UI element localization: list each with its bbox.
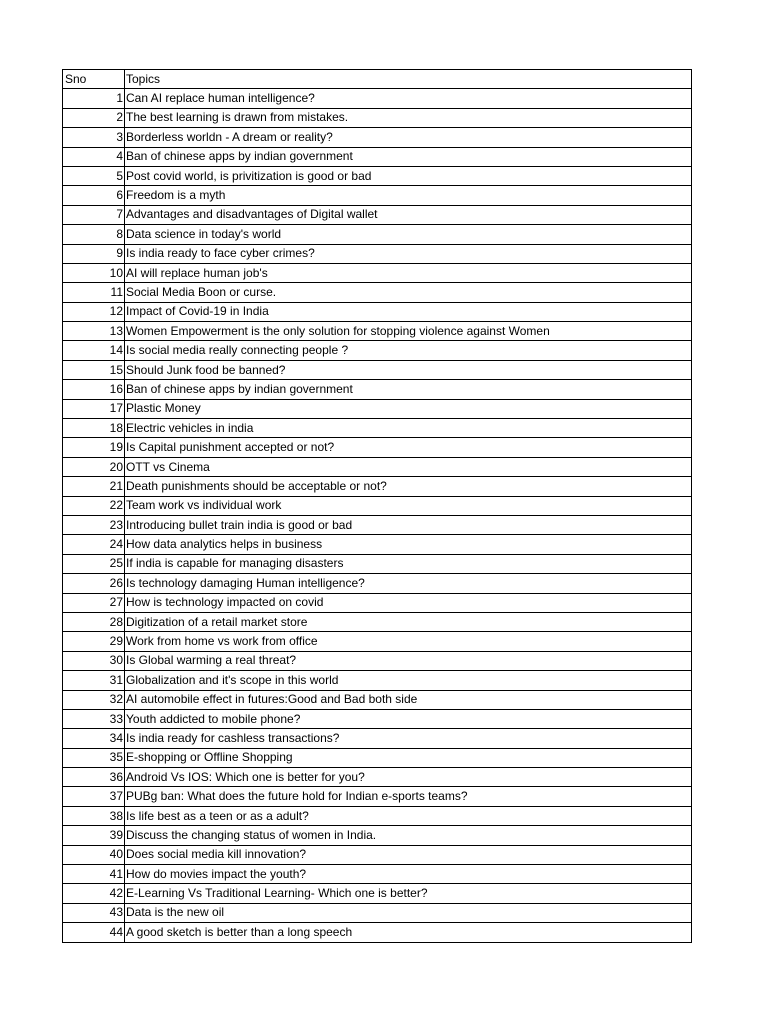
table-row [63, 380, 692, 399]
row-topic-cell: Globalization and it's scope in this world [125, 671, 692, 690]
row-sno-cell: 25 [63, 554, 125, 573]
row-topic-cell: Should Junk food be banned? [125, 360, 692, 379]
row-sno-cell: 20 [63, 457, 125, 476]
row-sno-cell: 30 [63, 651, 125, 670]
row-topic-cell: Ban of chinese apps by indian government [125, 380, 692, 399]
row-topic-cell: Is india ready for cashless transactions? [125, 729, 692, 748]
row-topic-cell: Does social media kill innovation? [125, 845, 692, 864]
row-topic-cell: If india is capable for managing disasters [125, 554, 692, 573]
row-sno-cell: 32 [63, 690, 125, 709]
table-row [63, 419, 692, 438]
row-topic-cell: Is technology damaging Human intelligence? [125, 574, 692, 593]
row-topic-cell: Is india ready to face cyber crimes? [125, 244, 692, 263]
row-sno-cell: 42 [63, 884, 125, 903]
row-sno-cell: 37 [63, 787, 125, 806]
row-sno-cell: 36 [63, 768, 125, 787]
table-row [63, 399, 692, 418]
row-topic-cell: E-shopping or Offline Shopping [125, 748, 692, 767]
row-sno-cell: 21 [63, 477, 125, 496]
table-row [63, 690, 692, 709]
row-sno-cell: 16 [63, 380, 125, 399]
row-topic-cell: Data science in today's world [125, 225, 692, 244]
table-row [63, 89, 692, 108]
row-sno-cell: 35 [63, 748, 125, 767]
row-sno-cell: 10 [63, 263, 125, 282]
table-row [63, 845, 692, 864]
table-row [63, 671, 692, 690]
table-row [63, 457, 692, 476]
row-topic-cell: Data is the new oil [125, 903, 692, 922]
row-topic-cell: Is Global warming a real threat? [125, 651, 692, 670]
row-topic-cell: Social Media Boon or curse. [125, 283, 692, 302]
row-topic-cell: Plastic Money [125, 399, 692, 418]
row-sno-cell: 15 [63, 360, 125, 379]
row-sno-cell: 22 [63, 496, 125, 515]
table-row [63, 341, 692, 360]
row-sno-cell: 28 [63, 612, 125, 631]
row-topic-cell: Is Capital punishment accepted or not? [125, 438, 692, 457]
table-row [63, 244, 692, 263]
table-row [63, 768, 692, 787]
table-row [63, 108, 692, 127]
row-sno-cell: 13 [63, 322, 125, 341]
table-row [63, 186, 692, 205]
table-row [63, 554, 692, 573]
row-sno-cell: 6 [63, 186, 125, 205]
row-topic-cell: Can AI replace human intelligence? [125, 89, 692, 108]
row-topic-cell: A good sketch is better than a long speech [125, 923, 692, 942]
row-sno-cell: 17 [63, 399, 125, 418]
row-topic-cell: The best learning is drawn from mistakes. [125, 108, 692, 127]
row-topic-cell: Ban of chinese apps by indian government [125, 147, 692, 166]
header-row [63, 70, 692, 89]
table-row [63, 147, 692, 166]
row-topic-cell: Team work vs individual work [125, 496, 692, 515]
row-topic-cell: Impact of Covid-19 in India [125, 302, 692, 321]
row-sno-cell: 33 [63, 709, 125, 728]
table-row [63, 263, 692, 282]
row-topic-cell: Advantages and disadvantages of Digital wallet [125, 205, 692, 224]
table-row [63, 515, 692, 534]
row-topic-cell: Women Empowerment is the only solution for stopping violence against Women [125, 322, 692, 341]
row-sno-cell: 8 [63, 225, 125, 244]
row-sno-cell: 11 [63, 283, 125, 302]
table-row [63, 477, 692, 496]
row-topic-cell: Is social media really connecting people ? [125, 341, 692, 360]
column-header-topics: Topics [125, 70, 692, 89]
table-row [63, 225, 692, 244]
row-sno-cell: 5 [63, 166, 125, 185]
row-sno-cell: 12 [63, 302, 125, 321]
row-topic-cell: OTT vs Cinema [125, 457, 692, 476]
table-row [63, 302, 692, 321]
row-sno-cell: 41 [63, 865, 125, 884]
table-row [63, 574, 692, 593]
table-body [63, 70, 692, 943]
table-row [63, 166, 692, 185]
row-topic-cell: E-Learning Vs Traditional Learning- Which one is better? [125, 884, 692, 903]
row-topic-cell: Youth addicted to mobile phone? [125, 709, 692, 728]
row-sno-cell: 14 [63, 341, 125, 360]
row-sno-cell: 2 [63, 108, 125, 127]
row-sno-cell: 26 [63, 574, 125, 593]
row-sno-cell: 19 [63, 438, 125, 457]
table-row [63, 535, 692, 554]
table-row [63, 322, 692, 341]
column-header-sno: Sno [63, 70, 125, 89]
topics-table [62, 69, 692, 943]
row-topic-cell: How is technology impacted on covid [125, 593, 692, 612]
row-sno-cell: 27 [63, 593, 125, 612]
table-row [63, 128, 692, 147]
table-row [63, 826, 692, 845]
row-topic-cell: AI automobile effect in futures:Good and Bad both side [125, 690, 692, 709]
row-sno-cell: 43 [63, 903, 125, 922]
table-row [63, 612, 692, 631]
row-sno-cell: 9 [63, 244, 125, 263]
row-topic-cell: Death punishments should be acceptable or not? [125, 477, 692, 496]
row-sno-cell: 44 [63, 923, 125, 942]
table-row [63, 651, 692, 670]
row-topic-cell: Electric vehicles in india [125, 419, 692, 438]
row-topic-cell: PUBg ban: What does the future hold for Indian e-sports teams? [125, 787, 692, 806]
row-topic-cell: Introducing bullet train india is good or bad [125, 515, 692, 534]
table-row [63, 496, 692, 515]
row-sno-cell: 18 [63, 419, 125, 438]
row-topic-cell: Android Vs IOS: Which one is better for you? [125, 768, 692, 787]
row-sno-cell: 1 [63, 89, 125, 108]
row-sno-cell: 40 [63, 845, 125, 864]
row-sno-cell: 34 [63, 729, 125, 748]
row-sno-cell: 29 [63, 632, 125, 651]
row-sno-cell: 3 [63, 128, 125, 147]
row-topic-cell: Is life best as a teen or as a adult? [125, 806, 692, 825]
row-topic-cell: Digitization of a retail market store [125, 612, 692, 631]
row-topic-cell: Post covid world, is privitization is good or bad [125, 166, 692, 185]
row-sno-cell: 38 [63, 806, 125, 825]
row-topic-cell: Freedom is a myth [125, 186, 692, 205]
row-topic-cell: Borderless worldn - A dream or reality? [125, 128, 692, 147]
row-sno-cell: 23 [63, 515, 125, 534]
table-row [63, 884, 692, 903]
table-row [63, 903, 692, 922]
table-row [63, 593, 692, 612]
table-row [63, 806, 692, 825]
table-row [63, 709, 692, 728]
table-row [63, 438, 692, 457]
table-row [63, 787, 692, 806]
row-sno-cell: 31 [63, 671, 125, 690]
row-topic-cell: How data analytics helps in business [125, 535, 692, 554]
table-row [63, 748, 692, 767]
row-topic-cell: AI will replace human job's [125, 263, 692, 282]
table-row [63, 632, 692, 651]
table-row [63, 360, 692, 379]
table-row [63, 865, 692, 884]
row-sno-cell: 7 [63, 205, 125, 224]
table-row [63, 283, 692, 302]
row-sno-cell: 39 [63, 826, 125, 845]
table-row [63, 923, 692, 942]
table-row [63, 205, 692, 224]
row-topic-cell: Discuss the changing status of women in India. [125, 826, 692, 845]
row-topic-cell: Work from home vs work from office [125, 632, 692, 651]
row-topic-cell: How do movies impact the youth? [125, 865, 692, 884]
row-sno-cell: 24 [63, 535, 125, 554]
row-sno-cell: 4 [63, 147, 125, 166]
table-row [63, 729, 692, 748]
